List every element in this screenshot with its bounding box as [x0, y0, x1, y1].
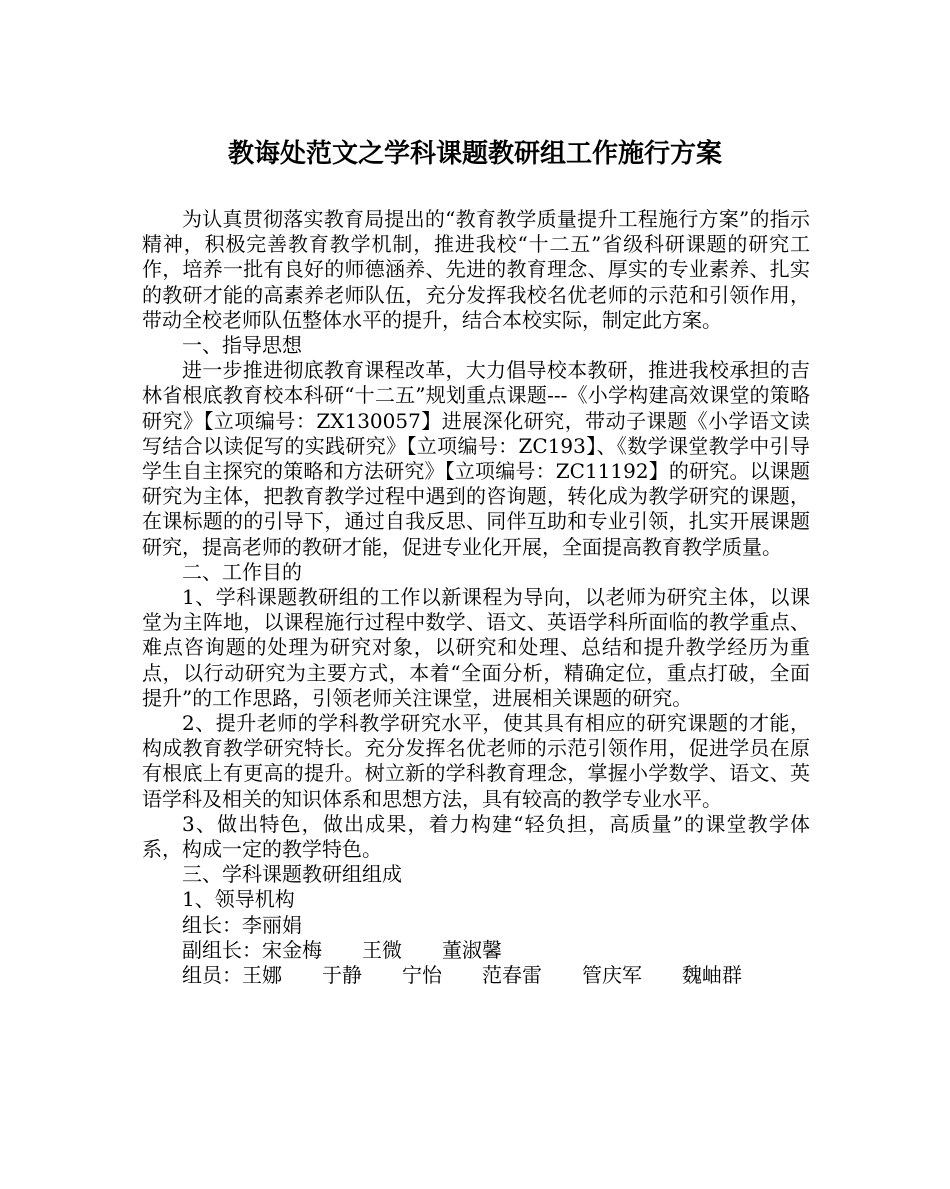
deputy-leaders-line: 副组长：宋金梅 王微 董淑馨 [182, 937, 502, 962]
section-heading-guiding-ideology: 一、指导思想 [182, 333, 302, 358]
section-heading-work-goals: 二、工作目的 [182, 559, 302, 584]
subheading-leadership: 1、领导机构 [182, 887, 295, 912]
intro-paragraph: 为认真贯彻落实教育局提出的“教育教学质量提升工程施行方案”的指示精神，积极完善教育教学机制，推进我校“十二五”省级科研课题的研究工作，培养一批有良好的师德涵养、先进的教育理念、厚实的专业素养、扎实的教研才能的高素养老师队伍，充分发挥我校名优老师的示范和引领作用，带动全校老师队伍整体水平的提升，结合本校实际，制定此方案。 [142, 207, 810, 332]
goal-paragraph-2: 2、提升老师的学科教学研究水平，使其具有相应的研究课题的才能，构成教育教学研究特长。充分发挥名优老师的示范引领作用，促进学员在原有根底上有更高的提升。树立新的学科教育理念，掌握小学数学、语文、英语学科及相关的知识体系和思想方法，具有较高的教学专业水平。 [142, 711, 810, 811]
document-body [142, 207, 810, 988]
document-title: 教诲处范文之学科课题教研组工作施行方案 [227, 139, 722, 169]
goal-paragraph-3: 3、做出特色，做出成果，着力构建“轻负担，高质量”的课堂教学体系，构成一定的教学特色。 [142, 811, 810, 862]
goal-paragraph-1: 1、学科课题教研组的工作以新课程为导向，以老师为研究主体，以课堂为主阵地，以课程施行过程中数学、语文、英语学科所面临的教学重点、难点咨询题的处理为研究对象，以研究和处理、总结和提升教学经历为重点，以行动研究为主要方式，本着“全面分析，精确定位，重点打破，全面提升”的工作思路，引领老师关注课堂，进展相关课题的研究。 [142, 585, 810, 710]
guiding-ideology-paragraph: 进一步推进彻底教育课程改革，大力倡导校本教研，推进我校承担的吉林省根底教育校本科研“十二五”规划重点课题---《小学构建高效课堂的策略研究》【立项编号：ZX130057】进展深化研究，带动子课题《小学语文读写结合以读促写的实践研究》【立项编号：ZC193】、《数学课堂教学中引导学生自主探究的策略和方法研究》【立项编号：ZC11192】的研究。以课题研究为主体，把教育教学过程中遇到的咨询题，转化成为教学研究的课题，在课标题的的引导下，通过自我反思、同伴互助和专业引领，扎实开展课题研究，提高老师的教研才能，促进专业化开展，全面提高教育教学质量。 [142, 358, 810, 559]
group-leader-line: 组长：李丽娟 [182, 912, 302, 937]
members-line: 组员：王娜 于静 宁怡 范春雷 管庆军 魏岫群 [182, 963, 742, 988]
section-heading-composition: 三、学科课题教研组组成 [182, 862, 402, 887]
